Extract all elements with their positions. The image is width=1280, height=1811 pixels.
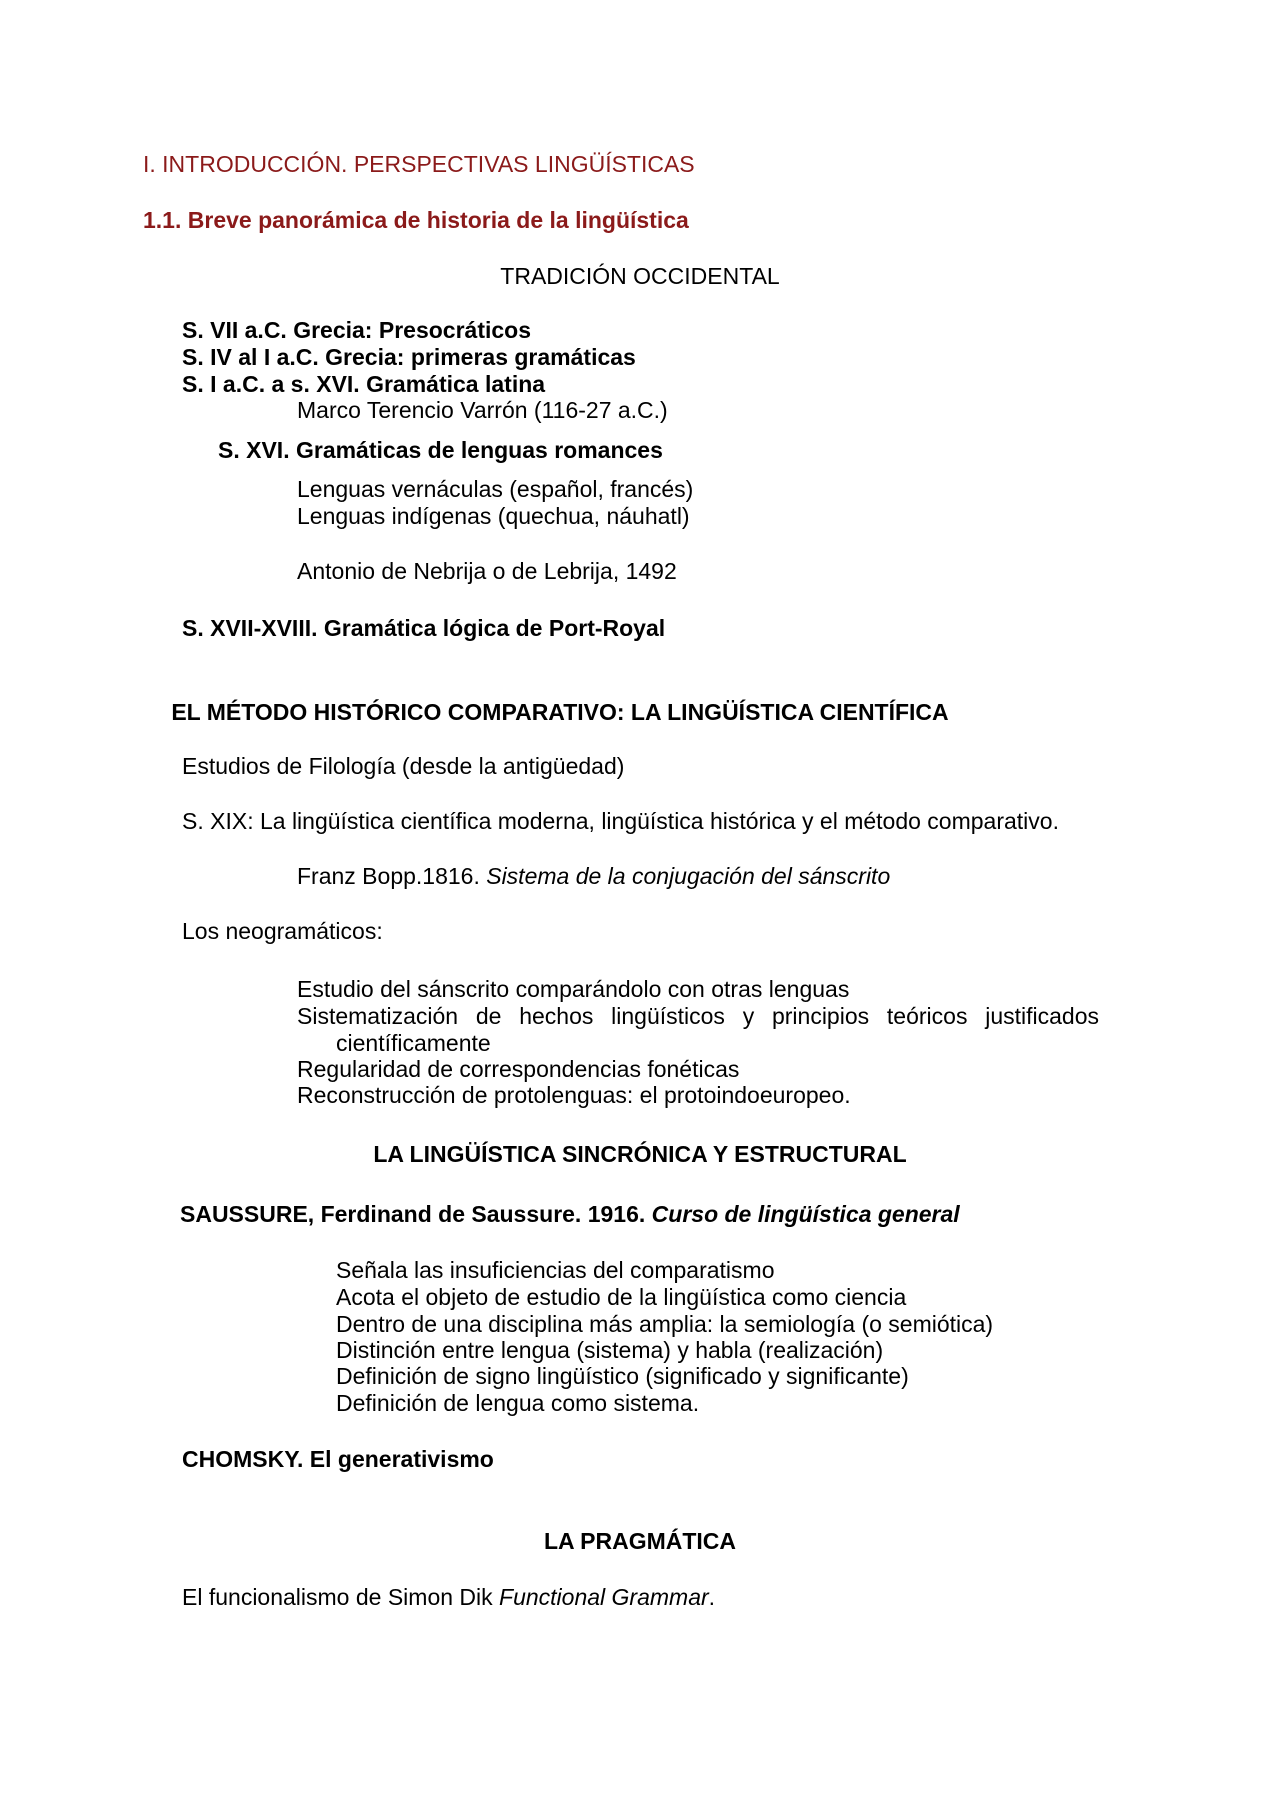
neogramaticos-item-regularidad: Regularidad de correspondencias fonéticas (297, 1056, 740, 1082)
varron-line: Marco Terencio Varrón (116-27 a.C.) (297, 397, 668, 423)
romances-heading: S. XVI. Gramáticas de lenguas romances (218, 437, 663, 463)
saussure-point-6: Definición de lengua como sistema. (336, 1390, 700, 1416)
saussure-line (180, 1200, 960, 1228)
section-heading: 1.1. Breve panorámica de historia de la lingüística (143, 207, 689, 233)
nebrija-line: Antonio de Nebrija o de Lebrija, 1492 (297, 558, 677, 584)
tradicion-line-presocraticos: S. VII a.C. Grecia: Presocráticos (182, 317, 531, 343)
pragmatica-title: LA PRAGMÁTICA (543, 1528, 737, 1554)
saussure-point-4: Distinción entre lengua (sistema) y habla (realización) (336, 1337, 884, 1363)
tradicion-title: TRADICIÓN OCCIDENTAL (500, 263, 780, 289)
dik-line (182, 1583, 715, 1611)
neogramaticos-item-reconstruccion: Reconstrucción de protolenguas: el protoindoeuropeo. (297, 1082, 851, 1108)
neogramaticos-item-sistematizacion-cont: científicamente (336, 1030, 491, 1056)
saussure-work-title: Curso de lingüística general (651, 1201, 960, 1227)
chomsky-line: CHOMSKY. El generativismo (182, 1446, 494, 1472)
metodo-title: EL MÉTODO HISTÓRICO COMPARATIVO: LA LINGÜÍSTICA CIENTÍFICA (171, 699, 949, 725)
saussure-point-3: Dentro de una disciplina más amplia: la semiología (o semiótica) (336, 1311, 994, 1337)
tradicion-line-gramatica-latina: S. I a.C. a s. XVI. Gramática latina (182, 371, 546, 397)
saussure-point-1: Señala las insuficiencias del comparatismo (336, 1257, 775, 1283)
neogramaticos-item-sanscrito: Estudio del sánscrito comparándolo con otras lenguas (297, 976, 850, 1002)
dik-period: . (708, 1584, 716, 1610)
bopp-work-title: Sistema de la conjugación del sánscrito (486, 863, 891, 889)
vernaculas-line: Lenguas vernáculas (español, francés) (297, 476, 694, 502)
dik-work-title: Functional Grammar (499, 1584, 709, 1610)
saussure-author: SAUSSURE, Ferdinand de Saussure. 1916. (180, 1201, 652, 1227)
bopp-line (297, 862, 890, 890)
sxix-line: S. XIX: La lingüística científica moderna, lingüística histórica y el método comparativo. (182, 808, 1059, 834)
filologia-line: Estudios de Filología (desde la antigüedad) (182, 753, 625, 779)
bopp-author: Franz Bopp.1816. (297, 863, 487, 889)
indigenas-line: Lenguas indígenas (quechua, náuhatl) (297, 503, 690, 529)
neogramaticos-line: Los neogramáticos: (182, 918, 383, 944)
port-royal-line: S. XVII-XVIII. Gramática lógica de Port-Royal (182, 615, 666, 641)
dik-author: El funcionalismo de Simon Dik (182, 1584, 500, 1610)
tradicion-line-primeras-gramaticas: S. IV al I a.C. Grecia: primeras gramáticas (182, 344, 636, 370)
sincronica-title: LA LINGÜÍSTICA SINCRÓNICA Y ESTRUCTURAL (373, 1141, 907, 1167)
saussure-point-2: Acota el objeto de estudio de la lingüística como ciencia (336, 1284, 907, 1310)
neogramaticos-item-sistematizacion: Sistematización de hechos lingüísticos y principios teóricos justificados (297, 1003, 1099, 1029)
saussure-point-5: Definición de signo lingüístico (significado y significante) (336, 1363, 909, 1389)
main-heading: I. INTRODUCCIÓN. PERSPECTIVAS LINGÜÍSTICAS (143, 151, 695, 177)
